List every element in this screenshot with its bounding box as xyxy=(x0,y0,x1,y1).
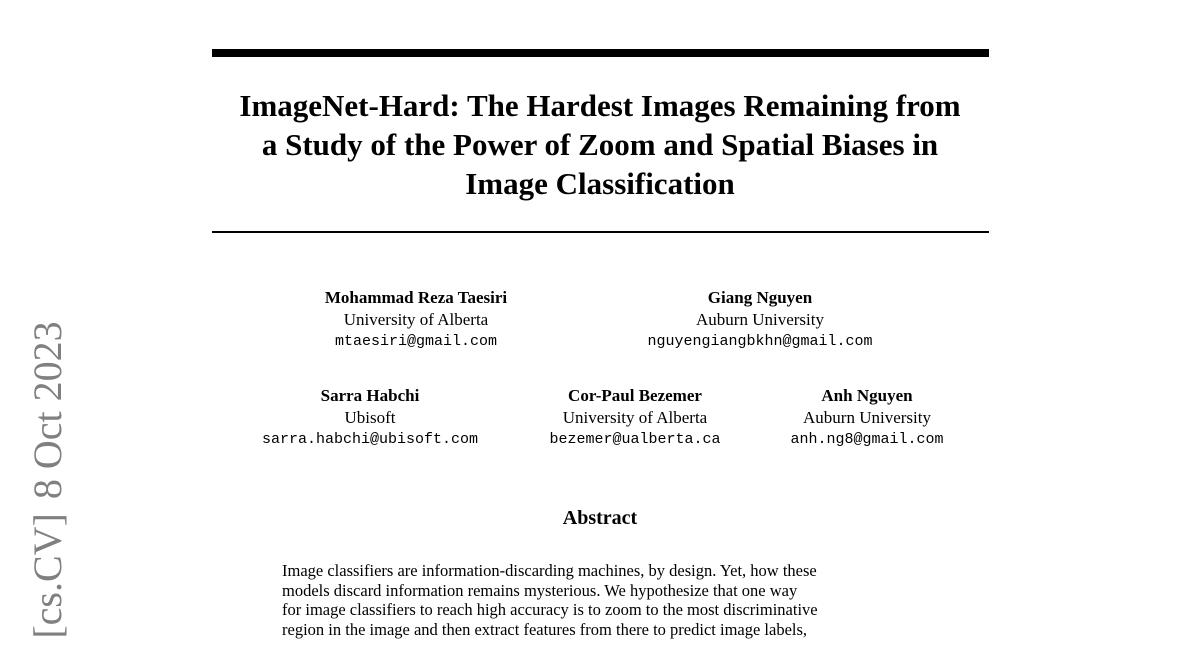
author-name: Cor-Paul Bezemer xyxy=(568,386,702,405)
author-name: Sarra Habchi xyxy=(320,386,420,405)
author-email: sarra.habchi@ubisoft.com xyxy=(261,431,479,448)
author-email: anh.ng8@gmail.com xyxy=(790,431,944,448)
author-affiliation: Ubisoft xyxy=(344,408,396,427)
title-top-rule xyxy=(212,49,989,57)
author-block xyxy=(266,287,566,353)
author-block xyxy=(717,385,1017,451)
author-email: mtaesiri@gmail.com xyxy=(334,333,498,350)
abstract-line: region in the image and then extract features from there to predict image labels, xyxy=(282,619,808,639)
abstract-line: Image classifiers are information-discarding machines, by design. Yet, how these xyxy=(282,561,817,580)
abstract-heading: Abstract xyxy=(562,507,638,529)
author-affiliation: University of Alberta xyxy=(343,310,489,329)
author-name: Mohammad Reza Taesiri xyxy=(324,288,508,307)
title-line: Image Classification xyxy=(465,166,735,201)
author-email: nguyengiangbkhn@gmail.com xyxy=(647,333,873,350)
title-line: a Study of the Power of Zoom and Spatial Biases in xyxy=(261,127,939,162)
abstract-line: models discard information remains mysterious. We hypothesize that one way xyxy=(282,580,798,600)
title-bottom-rule xyxy=(212,231,989,233)
title-line: ImageNet-Hard: The Hardest Images Remaining from xyxy=(239,88,961,123)
author-block xyxy=(610,287,910,353)
abstract-line: for image classifiers to reach high accuracy is to zoom to the most discriminative xyxy=(282,600,818,619)
author-affiliation: University of Alberta xyxy=(562,408,708,427)
author-name: Anh Nguyen xyxy=(821,386,913,405)
abstract-body xyxy=(282,561,922,639)
author-affiliation: Auburn University xyxy=(803,408,931,427)
arxiv-category: [cs.CV] xyxy=(25,513,70,639)
arxiv-stamp xyxy=(26,321,70,638)
arxiv-date: 8 Oct 2023 xyxy=(25,321,70,500)
author-block xyxy=(220,385,520,451)
author-name: Giang Nguyen xyxy=(707,288,813,307)
author-email: bezemer@ualberta.ca xyxy=(549,431,721,448)
paper-title xyxy=(200,86,1000,203)
author-affiliation: Auburn University xyxy=(696,310,824,329)
